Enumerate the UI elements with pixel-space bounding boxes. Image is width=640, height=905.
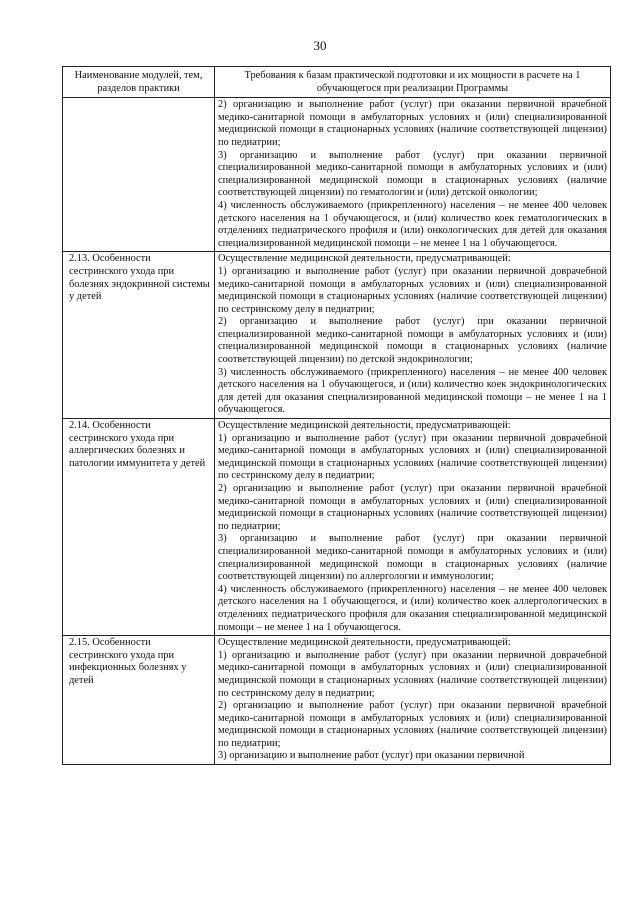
module-cell: 2.13. Особенности сестринского ухода при болезнях эндокринной системы у детей (63, 252, 215, 419)
requirement-intro: Осуществление медицинской деятельности, предусматривающей: (218, 420, 511, 432)
requirement-item: 2) организацию и выполнение работ (услуг) при оказании первичной специализированной медико-санитарной помощи в амбулаторных условиях и (или) специализированной медицинской помощи в стационарных условиях (наличие соответствующей лицензии) по детской эндокринологии; (218, 316, 607, 366)
requirements-cell (215, 419, 611, 636)
requirement-item: 1) организацию и выполнение работ (услуг) при оказании первичной доврачебной медико-санитарной помощи в амбулаторных условиях и (или) специализированной медицинской помощи в стационарных условиях (наличие соответствующей лицензии) по сестринскому делу в педиатрии; (218, 265, 607, 315)
requirement-item: 3) численность обслуживаемого (прикрепленного) населения – не менее 400 человек детского населения на 1 обучающегося, и (или) количество коек эндокринологических для детей для оказания специализированной медицинской помощи – не менее 1 на 1 обучающегося. (218, 366, 607, 416)
requirements-table (62, 66, 611, 765)
requirement-item: 1) организацию и выполнение работ (услуг) при оказании первичной доврачебной медико-санитарной помощи в амбулаторных условиях и (или) специализированной медицинской помощи в стационарных условиях (наличие соответствующей лицензии) по сестринскому делу в педиатрии; (218, 649, 607, 699)
requirement-item: 4) численность обслуживаемого (прикрепленного) населения – не менее 400 человек детского населения на 1 обучающегося, и (или) количество коек аллергологических в отделениях педиатрического профиля для оказания специализированной медицинской помощи – не менее 1 на 1 обучающегося. (218, 583, 607, 633)
module-cell: 2.14. Особенности сестринского ухода при аллергических болезнях и патологии иммунитета у детей (63, 419, 215, 636)
module-cell: 2.15. Особенности сестринского ухода при инфекционных болезнях у детей (63, 636, 215, 765)
requirement-intro: Осуществление медицинской деятельности, предусматривающей: (218, 637, 511, 649)
requirement-item: 1) организацию и выполнение работ (услуг) при оказании первичной доврачебной медико-санитарной помощи в амбулаторных условиях и (или) специализированной медицинской помощи в стационарных условиях (наличие соответствующей лицензии) по сестринскому делу в педиатрии; (218, 432, 607, 482)
table-row (63, 636, 611, 765)
requirements-cell (215, 252, 611, 419)
requirement-item: 4) численность обслуживаемого (прикрепленного) населения – не менее 400 человек детского населения на 1 обучающегося, и (или) количество коек гематологических в отделениях педиатрического профиля и (или) онкологических для детей для оказания специализированной медицинской помощи – не менее 1 на 1 обучающегося. (218, 199, 607, 249)
header-requirements: Требования к базам практической подготовки и их мощности в расчете на 1 обучающегося при реализации Программы (215, 67, 611, 98)
requirement-item: 3) организацию и выполнение работ (услуг) при оказании первичной (218, 750, 525, 762)
requirement-item: 2) организацию и выполнение работ (услуг) при оказании первичной врачебной медико-санитарной помощи в амбулаторных условиях и (или) специализированной медицинской помощи в стационарных условиях (наличие соответствующей лицензии) по педиатрии; (218, 483, 607, 532)
page-number: 30 (313, 38, 327, 53)
requirement-item: 3) организацию и выполнение работ (услуг) при оказании первичной специализированной медико-санитарной помощи в амбулаторных условиях и (или) специализированной медицинской помощи в стационарных условиях (наличие соответствующей лицензии) по гематологии и (или) детской онкологии; (218, 149, 607, 199)
table-row (63, 252, 611, 419)
header-modules: Наименование модулей, тем, разделов практики (63, 67, 215, 98)
table-row (63, 419, 611, 636)
requirement-item: 2) организацию и выполнение работ (услуг) при оказании первичной врачебной медико-санитарной помощи в амбулаторных условиях и (или) специализированной медицинской помощи в стационарных условиях (наличие соответствующей лицензии) по педиатрии; (218, 99, 607, 148)
requirements-cell (215, 636, 611, 765)
table-row (63, 98, 611, 252)
table-header-row (63, 67, 611, 98)
requirement-intro: Осуществление медицинской деятельности, предусматривающей: (218, 253, 511, 265)
requirement-item: 3) организацию и выполнение работ (услуг) при оказании первичной специализированной медико-санитарной помощи в амбулаторных условиях и (или) специализированной медицинской помощи в стационарных условиях (наличие соответствующей лицензии) по аллергологии и иммунологии; (218, 533, 607, 583)
requirement-item: 2) организацию и выполнение работ (услуг) при оказании первичной врачебной медико-санитарной помощи в амбулаторных условиях и (или) специализированной медицинской помощи в стационарных условиях (наличие соответствующей лицензии) по педиатрии; (218, 700, 607, 749)
requirements-cell (215, 98, 611, 252)
module-cell (63, 98, 215, 252)
